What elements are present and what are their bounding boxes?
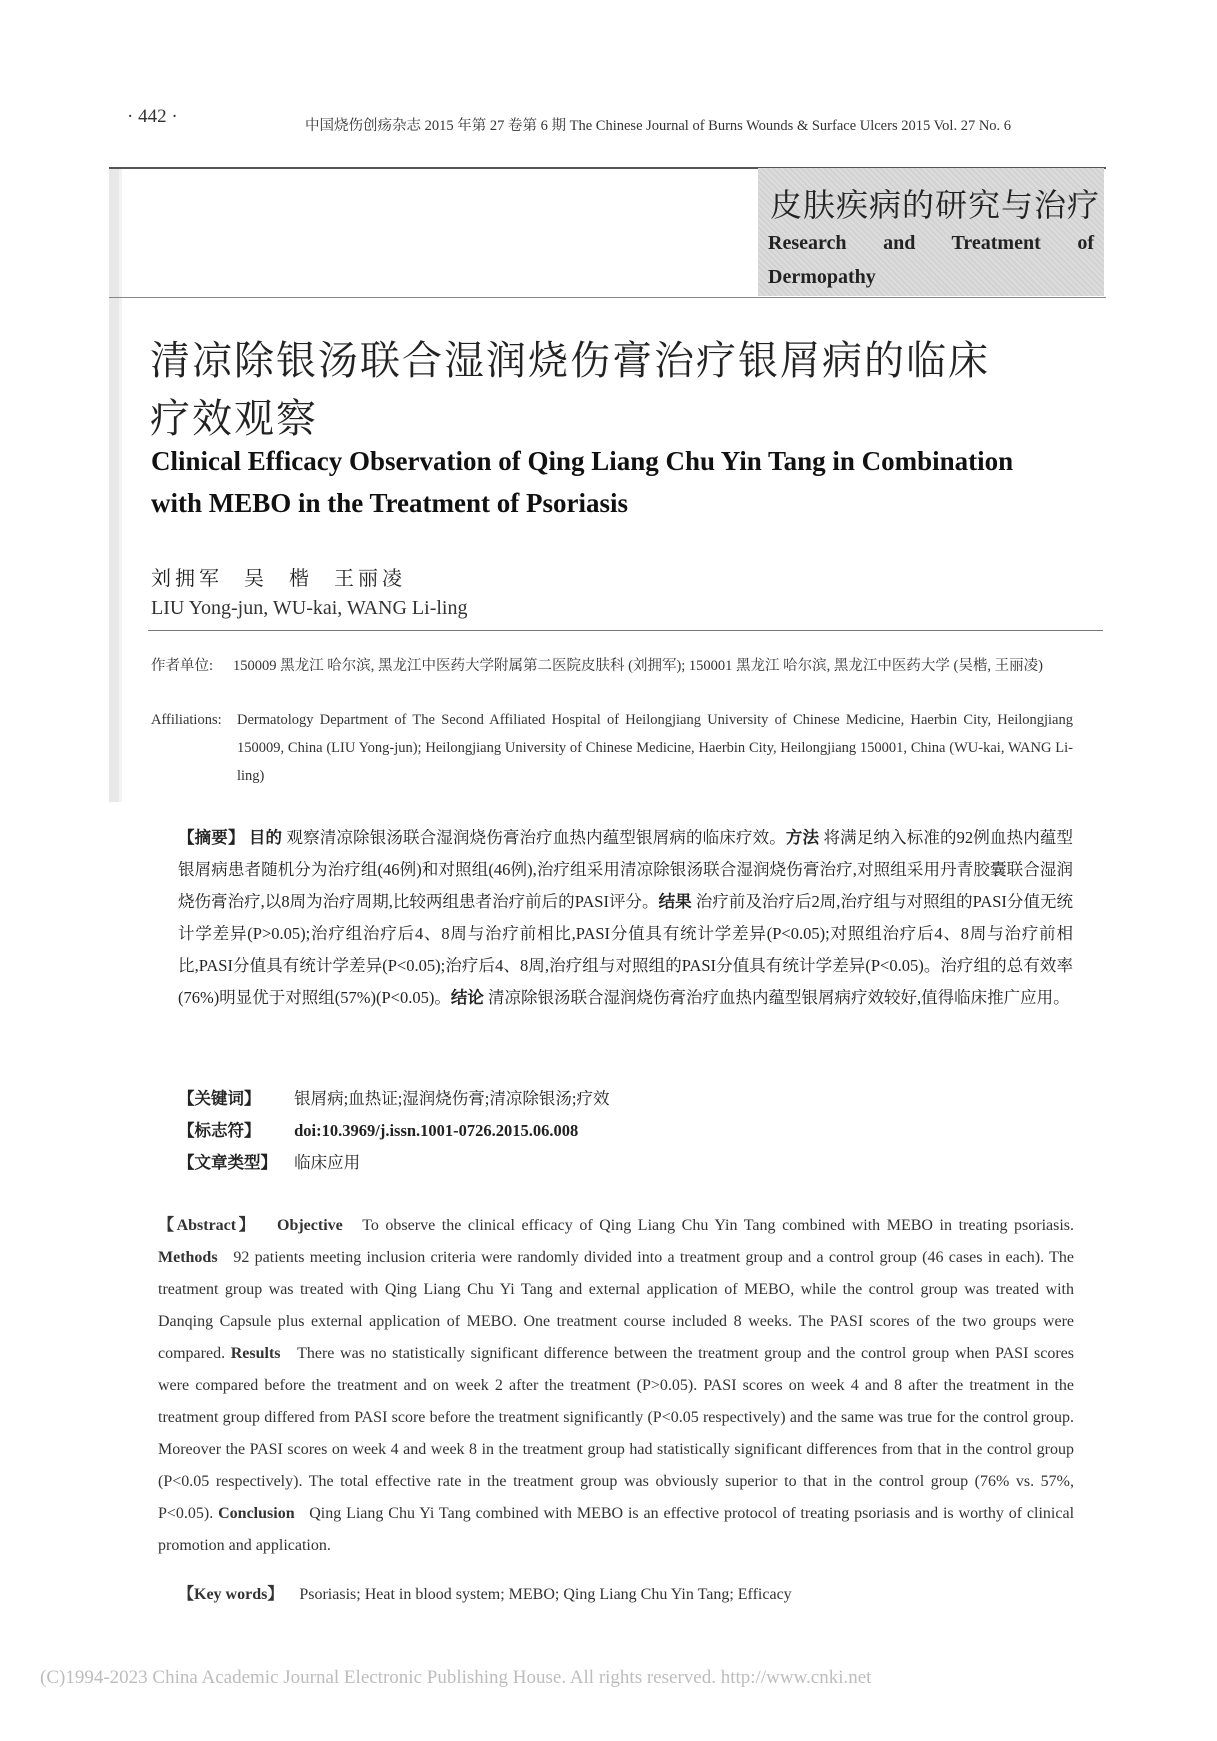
affiliation-zh: 150009 黑龙江 哈尔滨, 黑龙江中医药大学附属第二医院皮肤科 (刘拥军); 150001 黑龙江 哈尔滨, 黑龙江中医药大学 (吴楷, 王丽凌) bbox=[233, 658, 1043, 674]
header-bottom-rule bbox=[109, 297, 1106, 298]
identifier-label: 【标志符】 bbox=[178, 1121, 261, 1140]
results-en: There was no statistically significant difference between the treatment group and the control group when PASI scores were compared before the treatment and on week 2 after the treatment (P>0.05). PASI scores on week 4 and 8 after the treatment in the treatment group differed from PASI score before the treatment significantly (P<0.05 respectively) and the same was true for the control group. Moreover the PASI scores on week 4 and week 8 in the treatment group had statistically significant differences from that in the control group (P<0.05 respectively). The total effective rate in the treatment group was obviously superior to that in the control group (76% vs. 57%, P<0.05). bbox=[158, 1345, 1075, 1522]
article-title-en bbox=[151, 440, 1071, 524]
authors-en: LIU Yong-jun, WU-kai, WANG Li-ling bbox=[151, 597, 468, 619]
affiliation-en-label: Affiliations: bbox=[151, 712, 222, 728]
keywords-en-row bbox=[178, 1581, 792, 1604]
left-decorative-bar-light bbox=[119, 167, 122, 802]
article-type-row bbox=[178, 1149, 360, 1173]
article-type-label: 【文章类型】 bbox=[178, 1153, 277, 1172]
objective-en-label: Objective bbox=[277, 1217, 343, 1234]
copyright-footer: (C)1994-2023 China Academic Journal Electronic Publishing House. All rights reserved. http://www.cnki.net bbox=[40, 1667, 872, 1688]
objective-en: To observe the clinical efficacy of Qing Liang Chu Yin Tang combined with MEBO in treating psoriasis. bbox=[362, 1217, 1075, 1234]
article-title-zh-line1: 清凉除银汤联合湿润烧伤膏治疗银屑病的临床 bbox=[150, 338, 990, 383]
methods-zh-label: 方法 bbox=[785, 828, 820, 847]
article-title-zh bbox=[150, 332, 1050, 448]
article-title-zh-line2: 疗效观察 bbox=[150, 396, 318, 441]
conclusion-en: Qing Liang Chu Yi Tang combined with MEBO is an effective protocol of treating psoriasis and is worthy of clinical promotion and application. bbox=[158, 1505, 1075, 1554]
identifier-row bbox=[178, 1117, 578, 1141]
results-zh: 治疗前及治疗后2周,治疗组与对照组的PASI分值无统计学差异(P>0.05);治疗组治疗后4、8周与治疗前相比,PASI分值具有统计学差异(P<0.05);对照组治疗后4、8周与治疗前相比,PASI分值具有统计学差异(P<0.05);治疗后4、8周,治疗组与对照组的PASI分值具有统计学差异(P<0.05)。治疗组的总有效率(76%)明显优于对照组(57%)(P<0.05)。 bbox=[178, 892, 1074, 1007]
abstract-en-label: 【Abstract】 bbox=[158, 1217, 258, 1234]
results-en-label: Results bbox=[230, 1345, 281, 1362]
keywords-zh-row bbox=[178, 1085, 609, 1109]
authors-rule bbox=[148, 630, 1103, 631]
keywords-en-label: 【Key words】 bbox=[178, 1586, 284, 1603]
article-title-en-line2: with MEBO in the Treatment of Psoriasis bbox=[151, 488, 628, 518]
abstract-en bbox=[158, 1210, 1074, 1562]
running-head: 中国烧伤创疡杂志 2015 年第 27 卷第 6 期 The Chinese Journal of Burns Wounds & Surface Ulcers 2015 Vol. 27 No. 6 bbox=[305, 118, 1012, 134]
keywords-en: Psoriasis; Heat in blood system; MEBO; Qing Liang Chu Yin Tang; Efficacy bbox=[299, 1586, 792, 1603]
affiliation-en: Dermatology Department of The Second Affiliated Hospital of Heilongjiang University of Chinese Medicine, Haerbin City, Heilongjiang 150009, China (LIU Yong-jun); Heilongjiang University of Chinese Medicine, Haerbin City, Heilongjiang 150001, China (WU-kai, WANG Li-ling) bbox=[237, 712, 1073, 784]
methods-zh: 将满足纳入标准的92例血热内蕴型银屑病患者随机分为治疗组(46例)和对照组(46例),治疗组采用清凉除银汤联合湿润烧伤膏治疗,对照组采用丹青胶囊联合湿润烧伤膏治疗,以8周为治疗周期,比较两组患者治疗前后的PASI评分。 bbox=[178, 828, 1074, 911]
section-title-zh: 皮肤疾病的研究与治疗 bbox=[770, 187, 1101, 223]
methods-en: 92 patients meeting inclusion criteria were randomly divided into a treatment group and a control group (46 cases in each). The treatment group was treated with Qing Liang Chu Yi Tang and external application of MEBO, while the control group was treated with Danqing Capsule plus external application of MEBO. One treatment course included 8 weeks. The PASI scores of the two groups were compared. bbox=[158, 1249, 1075, 1362]
objective-zh: 观察清凉除银汤联合湿润烧伤膏治疗血热内蕴型银屑病的临床疗效。 bbox=[286, 828, 786, 847]
article-title-en-line1: Clinical Efficacy Observation of Qing Liang Chu Yin Tang in Combination bbox=[151, 446, 1014, 476]
keywords-zh: 银屑病;血热证;湿润烧伤膏;清凉除银汤;疗效 bbox=[294, 1089, 610, 1108]
left-decorative-bar bbox=[109, 167, 119, 802]
doi: doi:10.3969/j.issn.1001-0726.2015.06.008 bbox=[294, 1121, 579, 1140]
page-number: · 442 · bbox=[127, 106, 178, 127]
article-type: 临床应用 bbox=[294, 1153, 361, 1172]
results-zh-label: 结果 bbox=[658, 892, 692, 911]
conclusion-zh: 清凉除银汤联合湿润烧伤膏治疗血热内蕴型银屑病疗效较好,值得临床推广应用。 bbox=[487, 988, 1070, 1007]
conclusion-en-label: Conclusion bbox=[218, 1505, 295, 1522]
abstract-zh-label: 【摘要】 bbox=[178, 828, 245, 847]
objective-zh-label: 目的 bbox=[248, 828, 283, 847]
authors-zh: 刘拥军 吴 楷 王丽凌 bbox=[151, 568, 406, 590]
abstract-zh bbox=[178, 822, 1073, 1014]
keywords-zh-label: 【关键词】 bbox=[178, 1089, 261, 1108]
conclusion-zh-label: 结论 bbox=[450, 988, 484, 1007]
section-title-en: Research and Treatment of Dermopathy bbox=[768, 232, 1094, 288]
methods-en-label: Methods bbox=[158, 1249, 218, 1266]
affiliation-zh-label: 作者单位: bbox=[151, 658, 214, 674]
